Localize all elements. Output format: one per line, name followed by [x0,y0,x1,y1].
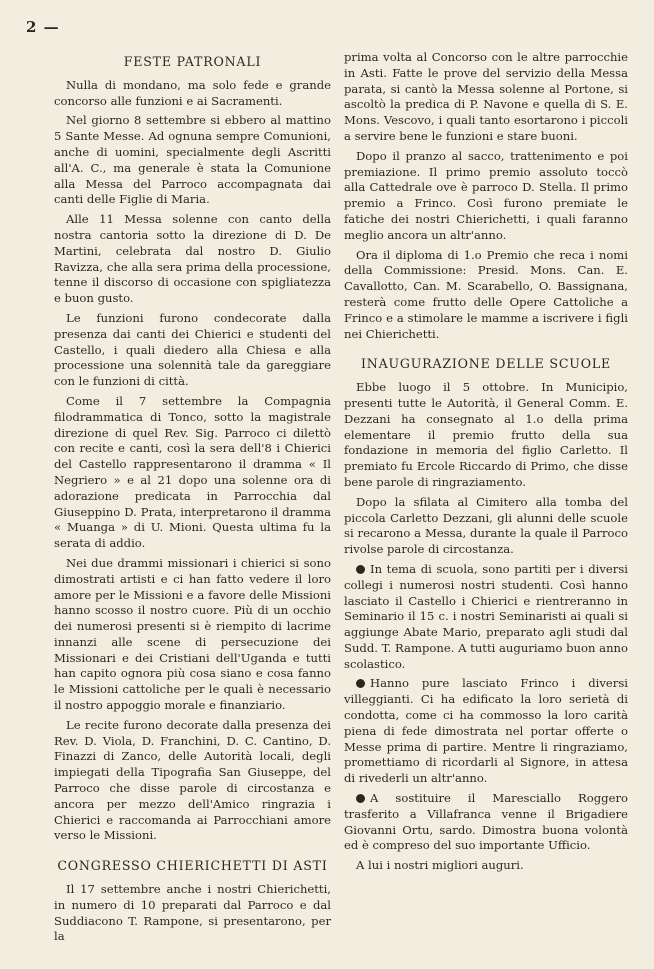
paragraph: Le funzioni furono condecorate dalla presenza dai canti dei Chierici e studenti del Castello, i quali diedero alla Chiesa e alla processione una solennità tale da gareggiare con le funzioni di città. [54,310,331,389]
paragraph-text: Hanno pure lasciato Frinco i diversi villeggianti. Ci ha edificato la loro serietà di condotta, come ci ha commosso la loro carità piena di fede dimostrata nel portar offerte o Messe prima di partire. Mentre li ringraziamo, promettiamo di ricordarli al Signore, in attesa di rivederli un altr'anno. [344,676,628,786]
bullet-icon [356,565,365,574]
paragraph: Ora il diploma di 1.o Premio che reca i nomi della Commissione: Presid. Mons. Can. E. Cavallotto, Can. M. Scarabello, O. Bassignana, resterà come frutto delle Opere Cattoliche a Frinco e a stimolare le mamme a iscrivere i figli nei Chierichetti. [344,247,628,341]
bullet-paragraph [344,562,628,673]
paragraph: prima volta al Concorso con le altre parrocchie in Asti. Fatte le prove del servizio della Messa parata, si cantò la Messa solenne al Portone, si ascoltò la predica di P. Navone e quella di S. E. Mons. Vescovo, i quali tanto esortarono i piccoli a servire bene le funzioni e stare buoni. [344,50,628,143]
paragraph: Ebbe luogo il 5 ottobre. In Municipio, presenti tutte le Autorità, il General Comm. E. Dezzani ha consegnato al 1.o della prima elementare il premio frutto della sua fondazione in memoria del figlio Carletto. Il premiato fu Ercole Riccardo di Primo, che disse bene parole di ringraziamento. [344,380,628,489]
paragraph: Nei due drammi missionari i chierici si sono dimostrati artisti e ci han fatto vedere il loro amore per le Missioni e a favore delle Missioni hanno scosso il nostro cuore. Più di un occhio dei numerosi presenti si è riempito di lacrime innanzi alle scene di persecuzione dei Missionari e dei Cristiani dell'Uganda e tutti han capito ognora più cosa siano e cosa fanno le Missioni cattoliche per le quali è necessario il nostro appoggio morale e finanziario. [54,555,331,713]
paragraph: Il 17 settembre anche i nostri Chierichetti, in numero di 10 preparati dal Parroco e dal Suddiacono T. Rampone, si presentarono, per la [54,882,331,944]
left-column [54,54,331,949]
paragraph-text: In tema di scuola, sono partiti per i diversi collegi i numerosi nostri studenti. Così hanno lasciato il Castello i Chierici e rientreranno in Seminario il 15 c. i nostri Seminaristi ai quali si aggiunge Abate Mario, preparato agli studi dal Sudd. T. Rampone. A tutti auguriamo buon anno scolastico. [344,561,628,671]
bullet-icon [356,679,365,688]
heading-feste-patronali: FESTE PATRONALI [123,54,262,69]
paragraph: Nel giorno 8 settembre si ebbero al mattino 5 Sante Messe. Ad ognuna sempre Comunioni, anche di uomini, specialmente degli Ascritti all'A. C., ma generale è stata la Comunione alla Messa del Parroco accompagnata dai canti delle Figlie di Maria. [54,113,331,207]
heading-congresso-chierichetti: CONGRESSO CHIERICHETTI DI ASTI [57,858,328,874]
page-number: 2 — [26,18,60,36]
paragraph-text: A sostituire il Maresciallo Roggero trasferito a Villafranca venne il Brigadiere Giovanni Ortu, sardo. Dimostra buona volontà ed è compreso del suo importante Ufficio. [344,791,628,853]
heading-inaugurazione-scuole: INAUGURAZIONE DELLE SCUOLE [361,356,611,372]
paragraph: A lui i nostri migliori auguri. [356,858,524,873]
paragraph: Come il 7 settembre la Compagnia filodrammatica di Tonco, sotto la magistrale direzione di quel Rev. Sig. Parroco ci dilettò con recite e canti, così la sera dell'8 i Chierici del Castello rappresentarono il dramma « Il Negriero » e al 21 dopo una solenne ora di adorazione predicata in Parrocchia dal Giuseppino D. Prata, interpretarono il dramma « Muanga » di U. Mioni. Questa ultima fu la serata di addio. [54,393,331,551]
paragraph: Nulla di mondano, ma solo fede e grande concorso alle funzioni e ai Sacramenti. [54,77,331,108]
bullet-paragraph [344,676,628,787]
bullet-paragraph [344,791,628,854]
bullet-icon [356,794,365,803]
right-column [344,50,628,878]
paragraph: Dopo la sfilata al Cimitero alla tomba del piccola Carletto Dezzani, gli alunni delle scuole si recarono a Messa, durante la quale il Parroco rivolse parole di circostanza. [344,494,628,557]
paragraph: Dopo il pranzo al sacco, trattenimento e poi premiazione. Il primo premio assoluto toccò alla Cattedrale ove è parroco D. Stella. Il primo premio a Frinco. Così furono premiate le fatiche dei nostri Chierichetti, i quali faranno meglio ancora un altr'anno. [344,148,628,242]
paragraph: Alle 11 Messa solenne con canto della nostra cantoria sotto la direzione di D. De Martini, celebrata dal nostro D. Giulio Ravizza, che alla sera prima della processione, tenne il discorso di occasione con spigliatezza e buon gusto. [54,212,331,306]
paragraph: Le recite furono decorate dalla presenza dei Rev. D. Viola, D. Franchini, D. C. Cantino, D. Finazzi di Zanco, delle Autorità locali, degli impiegati della Tipografia San Giuseppe, del Parroco che disse parole di circostanza e ancora per mezzo dell'Amico ringrazia i Chierici e raccomanda ai Parrocchiani amore verso le Missioni. [54,717,331,843]
